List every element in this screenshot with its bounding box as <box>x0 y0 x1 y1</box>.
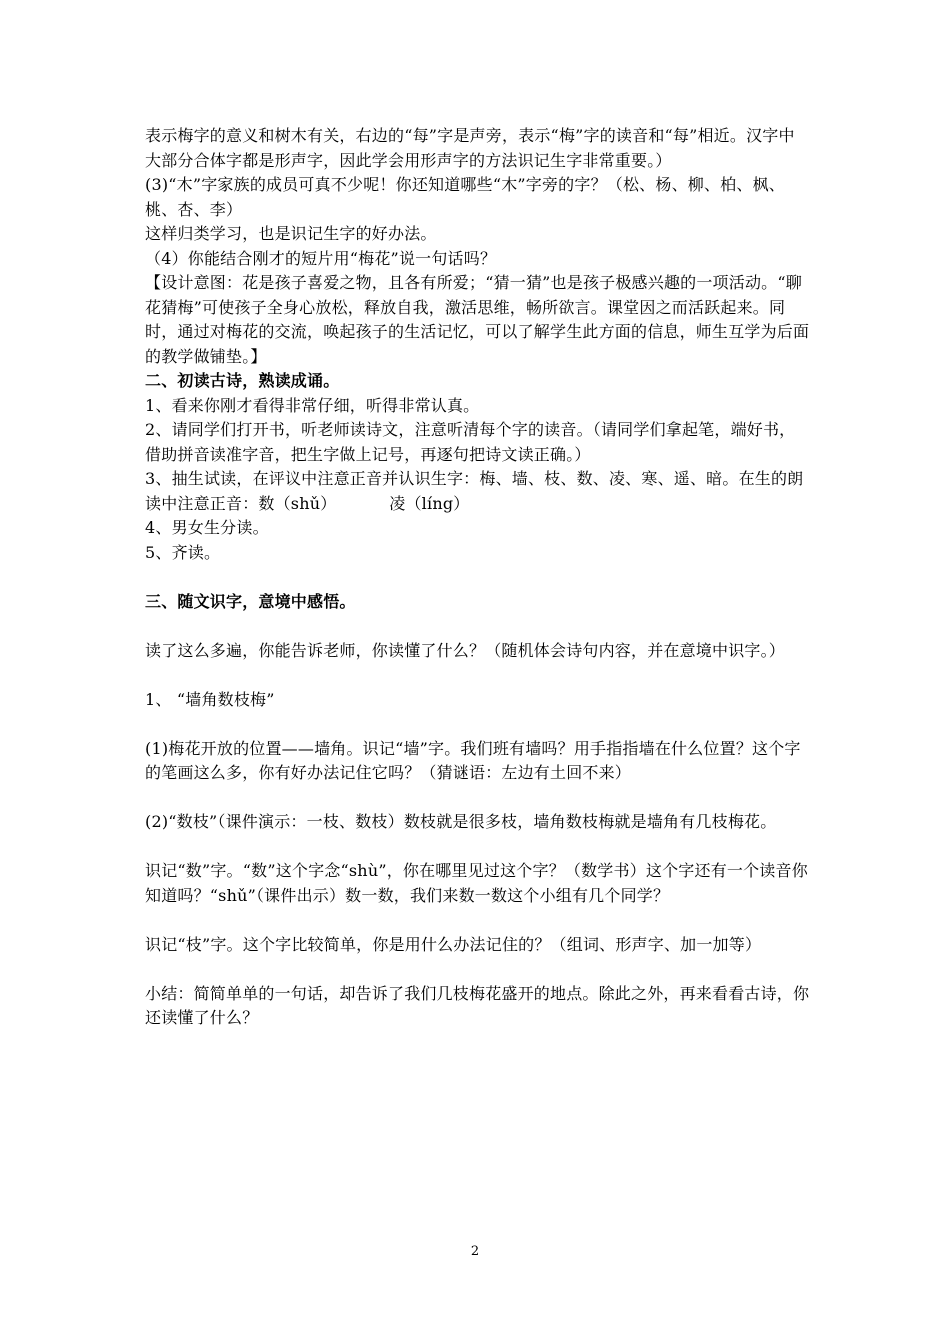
paragraph-design-intent: 【设计意图：花是孩子喜爱之物，且各有所爱；“猜一猜”也是孩子极感兴趣的一项活动。“聊花猜梅”可使孩子全身心放松，释放自我，激活思维，畅所欲言。课堂因之而活跃起来。同时，通过对梅花的交流，唤起孩子的生活记忆，可以了解学生此方面的信息，师生互学为后面的教学做铺垫。】 <box>145 273 810 366</box>
paragraph-character-zhi: 识记“枝”字。这个字比较简单，你是用什么办法记住的？（组词、形声字、加一加等） <box>145 934 762 954</box>
paragraph-step-4: 4、男女生分读。 <box>145 518 269 537</box>
paragraph-step-1: 1、看来你刚才看得非常仔细，听得非常认真。 <box>145 395 480 415</box>
paragraph-intro-question: 读了这么多遍，你能告诉老师，你读懂了什么？（随机体会诗句内容，并在意境中识字。） <box>145 640 786 660</box>
page-number: 2 <box>470 1244 480 1259</box>
paragraph-character-shu: 识记“数”字。“数”这个字念“shù”，你在哪里见过这个字？（数学书）这个字还有一个读音你知道吗？“shǔ”（课件出示）数一数，我们来数一数这个小组有几个同学？ <box>145 861 808 905</box>
section-heading-3: 三、随文识字，意境中感悟。 <box>145 591 356 611</box>
paragraph-question-3: (3)“木”字家族的成员可真不少呢！你还知道哪些“木”字旁的字？（松、杨、柳、柏、枫、桃、杏、李） <box>145 175 785 219</box>
paragraph-classification: 这样归类学习，也是识记生字的好办法。 <box>145 224 437 243</box>
section-heading-2: 二、初读古诗，熟读成诵。 <box>145 371 340 390</box>
paragraph-radical-explanation: 表示梅字的意义和树木有关，右边的“每”字是声旁，表示“梅”字的读音和“每”相近。汉字中大部分合体字都是形声字，因此学会用形声字的方法识记生字非常重要。） <box>145 126 795 170</box>
paragraph-step-2: 2、请同学们打开书，听老师读诗文，注意听清每个字的读音。（请同学们拿起笔，端好书，借助拼音读准字音，把生字做上记号，再逐句把诗文读正确。） <box>145 420 796 464</box>
paragraph-wall-corner: (1)梅花开放的位置——墙角。识记“墙”字。我们班有墙吗？用手指指墙在什么位置？这个字的笔画这么多，你有好办法记住它吗？（猜谜语：左边有土回不来） <box>145 738 801 782</box>
paragraph-step-5: 5、齐读。 <box>145 542 221 562</box>
paragraph-summary: 小结：简简单单的一句话，却告诉了我们几枝梅花盛开的地点。除此之外，再来看看古诗，你还读懂了什么？ <box>145 983 810 1027</box>
paragraph-question-4: （4）你能结合刚才的短片用“梅花”说一句话吗？ <box>145 248 497 268</box>
paragraph-several-branches: (2)“数枝”（课件演示：一枝、数枝）数枝就是很多枝，墙角数枝梅就是墙角有几枝梅花。 <box>145 812 777 831</box>
paragraph-line-1: 1、 “墙角数枝梅” <box>145 689 275 709</box>
paragraph-step-3: 3、抽生试读，在评议中注意正音并认识生字：梅、墙、枝、数、凌、寒、遥、暗。在生的朗读中注意正音：数（shǔ） 凌（líng） <box>145 469 804 513</box>
document-body <box>145 124 810 1031</box>
